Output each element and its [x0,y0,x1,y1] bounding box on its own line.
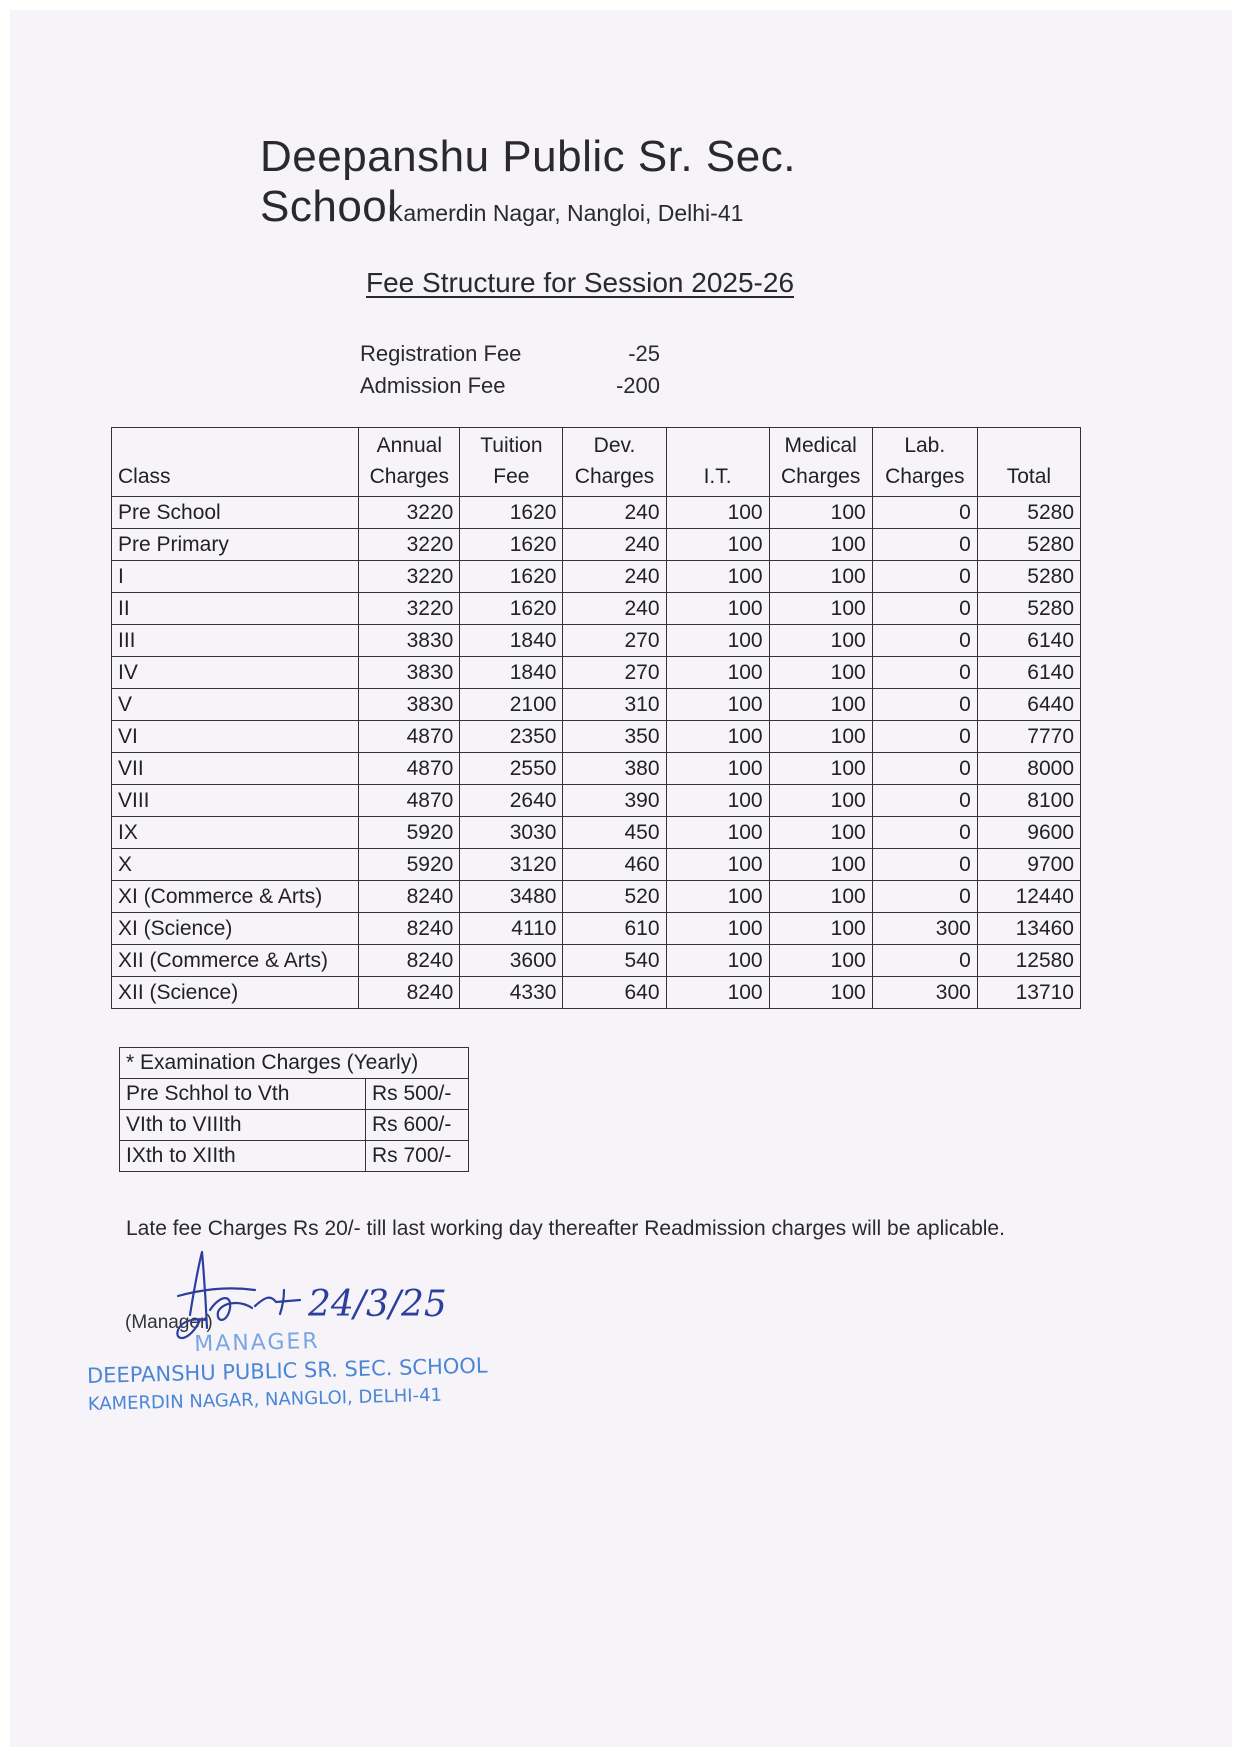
fee-table-row [112,497,1081,529]
cell-total: 12580 [977,945,1080,977]
cell-total: 8100 [977,785,1080,817]
cell-annual: 8240 [359,945,460,977]
cell-it: 100 [666,593,769,625]
cell-tuition: 1620 [460,561,563,593]
cell-tuition: 2640 [460,785,563,817]
cell-total: 13710 [977,977,1080,1009]
cell-dev: 460 [563,849,666,881]
cell-annual: 8240 [359,977,460,1009]
cell-dev: 240 [563,561,666,593]
cell-dev: 310 [563,689,666,721]
cell-tuition: 4110 [460,913,563,945]
fee-table-row [112,689,1081,721]
cell-medical: 100 [769,561,872,593]
cell-annual: 8240 [359,881,460,913]
cell-total: 13460 [977,913,1080,945]
cell-tuition: 2100 [460,689,563,721]
stamp-address: KAMERDIN NAGAR, NANGLOI, DELHI-41 [87,1384,443,1415]
cell-dev: 520 [563,881,666,913]
school-address: Kamerdin Nagar, Nangloi, Delhi-41 [388,200,744,226]
exam-charges-title-row [120,1048,469,1079]
cell-total: 6440 [977,689,1080,721]
cell-annual: 4870 [359,785,460,817]
cell-lab: 300 [872,977,977,1009]
cell-annual: 4870 [359,753,460,785]
exam-range: VIth to VIIIth [120,1110,366,1141]
cell-annual: 3220 [359,561,460,593]
cell-class: VIII [112,785,359,817]
cell-lab: 0 [872,945,977,977]
session-title: Fee Structure for Session 2025-26 [366,267,795,298]
cell-lab: 0 [872,785,977,817]
cell-class: XII (Commerce & Arts) [112,945,359,977]
cell-dev: 270 [563,625,666,657]
cell-it: 100 [666,817,769,849]
exam-amount: Rs 600/- [366,1110,469,1141]
cell-dev: 240 [563,529,666,561]
cell-total: 9600 [977,817,1080,849]
fee-table-row [112,657,1081,689]
cell-annual: 4870 [359,721,460,753]
header-class: Class [112,428,359,497]
fee-table-row [112,881,1081,913]
cell-lab: 0 [872,561,977,593]
cell-dev: 350 [563,721,666,753]
cell-class: V [112,689,359,721]
cell-dev: 450 [563,817,666,849]
cell-medical: 100 [769,945,872,977]
fee-table-header-row [112,428,1081,497]
cell-it: 100 [666,849,769,881]
cell-total: 7770 [977,721,1080,753]
cell-total: 9700 [977,849,1080,881]
cell-dev: 390 [563,785,666,817]
cell-class: II [112,593,359,625]
cell-medical: 100 [769,753,872,785]
cell-tuition: 3600 [460,945,563,977]
cell-lab: 0 [872,721,977,753]
cell-dev: 540 [563,945,666,977]
header-tuition-fee: Tuition Fee [460,428,563,497]
cell-annual: 5920 [359,817,460,849]
cell-annual: 8240 [359,913,460,945]
exam-charges-title: * Examination Charges (Yearly) [120,1048,469,1079]
cell-tuition: 3030 [460,817,563,849]
cell-total: 8000 [977,753,1080,785]
cell-class: IV [112,657,359,689]
cell-total: 5280 [977,529,1080,561]
cell-class: III [112,625,359,657]
cell-tuition: 1840 [460,625,563,657]
cell-tuition: 1620 [460,529,563,561]
cell-class: IX [112,817,359,849]
cell-medical: 100 [769,785,872,817]
cell-annual: 3220 [359,529,460,561]
cell-medical: 100 [769,657,872,689]
cell-lab: 0 [872,593,977,625]
cell-it: 100 [666,497,769,529]
cell-medical: 100 [769,625,872,657]
fee-table-row [112,529,1081,561]
cell-total: 6140 [977,657,1080,689]
cell-lab: 0 [872,817,977,849]
registration-fee-label: Registration Fee [360,341,522,366]
admission-fee-row [360,373,660,399]
cell-total: 5280 [977,593,1080,625]
cell-class: VII [112,753,359,785]
cell-it: 100 [666,689,769,721]
admission-fee-value: -200 [615,373,660,398]
cell-medical: 100 [769,817,872,849]
exam-range: IXth to XIIth [120,1141,366,1172]
cell-it: 100 [666,561,769,593]
cell-class: X [112,849,359,881]
cell-total: 12440 [977,881,1080,913]
fee-table-row [112,913,1081,945]
cell-tuition: 1620 [460,497,563,529]
fee-table-row [112,753,1081,785]
cell-annual: 5920 [359,849,460,881]
header-dev-charges: Dev. Charges [563,428,666,497]
cell-tuition: 3120 [460,849,563,881]
cell-medical: 100 [769,497,872,529]
cell-dev: 610 [563,913,666,945]
cell-class: Pre Primary [112,529,359,561]
cell-it: 100 [666,625,769,657]
cell-medical: 100 [769,913,872,945]
cell-it: 100 [666,753,769,785]
cell-it: 100 [666,945,769,977]
cell-dev: 380 [563,753,666,785]
fee-table-row [112,785,1081,817]
cell-lab: 0 [872,689,977,721]
exam-amount: Rs 500/- [366,1079,469,1110]
fee-table-row [112,849,1081,881]
cell-total: 6140 [977,625,1080,657]
fee-table-row [112,593,1081,625]
cell-annual: 3830 [359,657,460,689]
cell-lab: 0 [872,529,977,561]
cell-it: 100 [666,977,769,1009]
cell-medical: 100 [769,977,872,1009]
cell-class: XI (Commerce & Arts) [112,881,359,913]
header-total: Total [977,428,1080,497]
cell-medical: 100 [769,689,872,721]
cell-medical: 100 [769,529,872,561]
fee-table-row [112,945,1081,977]
cell-it: 100 [666,785,769,817]
cell-lab: 0 [872,881,977,913]
cell-annual: 3220 [359,497,460,529]
exam-charges-row [120,1110,469,1141]
cell-medical: 100 [769,849,872,881]
registration-fee-row [360,341,660,367]
fee-table-row [112,977,1081,1009]
fee-structure-table [111,427,1081,1009]
exam-charges-row [120,1079,469,1110]
admission-fee-label: Admission Fee [360,373,506,398]
fee-table-row [112,817,1081,849]
cell-medical: 100 [769,593,872,625]
cell-class: XII (Science) [112,977,359,1009]
cell-it: 100 [666,529,769,561]
cell-tuition: 2550 [460,753,563,785]
cell-it: 100 [666,657,769,689]
header-annual-charges: Annual Charges [359,428,460,497]
cell-it: 100 [666,721,769,753]
cell-tuition: 1840 [460,657,563,689]
header-lab-charges: Lab. Charges [872,428,977,497]
manager-stamp [86,1325,489,1415]
exam-charges-row [120,1141,469,1172]
cell-lab: 0 [872,625,977,657]
cell-total: 5280 [977,497,1080,529]
fee-table-row [112,561,1081,593]
cell-it: 100 [666,913,769,945]
cell-annual: 3220 [359,593,460,625]
cell-annual: 3830 [359,689,460,721]
cell-lab: 0 [872,753,977,785]
exam-amount: Rs 700/- [366,1141,469,1172]
cell-tuition: 3480 [460,881,563,913]
stamp-school-name: DEEPANSHU PUBLIC SR. SEC. SCHOOL [86,1353,488,1388]
cell-dev: 240 [563,497,666,529]
header-medical-charges: Medical Charges [769,428,872,497]
cell-lab: 0 [872,497,977,529]
cell-class: VI [112,721,359,753]
cell-it: 100 [666,881,769,913]
late-fee-note: Late fee Charges Rs 20/- till last working day thereafter Readmission charges will be aplicable. [126,1217,1005,1240]
cell-total: 5280 [977,561,1080,593]
manager-label: (Manager) [125,1312,213,1333]
cell-medical: 100 [769,881,872,913]
cell-class: XI (Science) [112,913,359,945]
header-it: I.T. [666,428,769,497]
cell-tuition: 4330 [460,977,563,1009]
cell-dev: 240 [563,593,666,625]
cell-dev: 270 [563,657,666,689]
cell-lab: 0 [872,657,977,689]
cell-lab: 0 [872,849,977,881]
stamp-title: MANAGER [193,1328,320,1358]
document-page [10,10,1232,1747]
cell-class: Pre School [112,497,359,529]
cell-annual: 3830 [359,625,460,657]
cell-lab: 300 [872,913,977,945]
cell-dev: 640 [563,977,666,1009]
cell-class: I [112,561,359,593]
school-name: Deepanshu Public Sr. Sec. School [260,132,796,231]
cell-tuition: 1620 [460,593,563,625]
cell-tuition: 2350 [460,721,563,753]
signature-date: 24/3/25 [308,1284,447,1325]
fee-table-row [112,625,1081,657]
registration-fee-value: -25 [628,341,660,366]
fee-table-row [112,721,1081,753]
exam-range: Pre Schhol to Vth [120,1079,366,1110]
exam-charges-table [119,1047,469,1172]
cell-medical: 100 [769,721,872,753]
